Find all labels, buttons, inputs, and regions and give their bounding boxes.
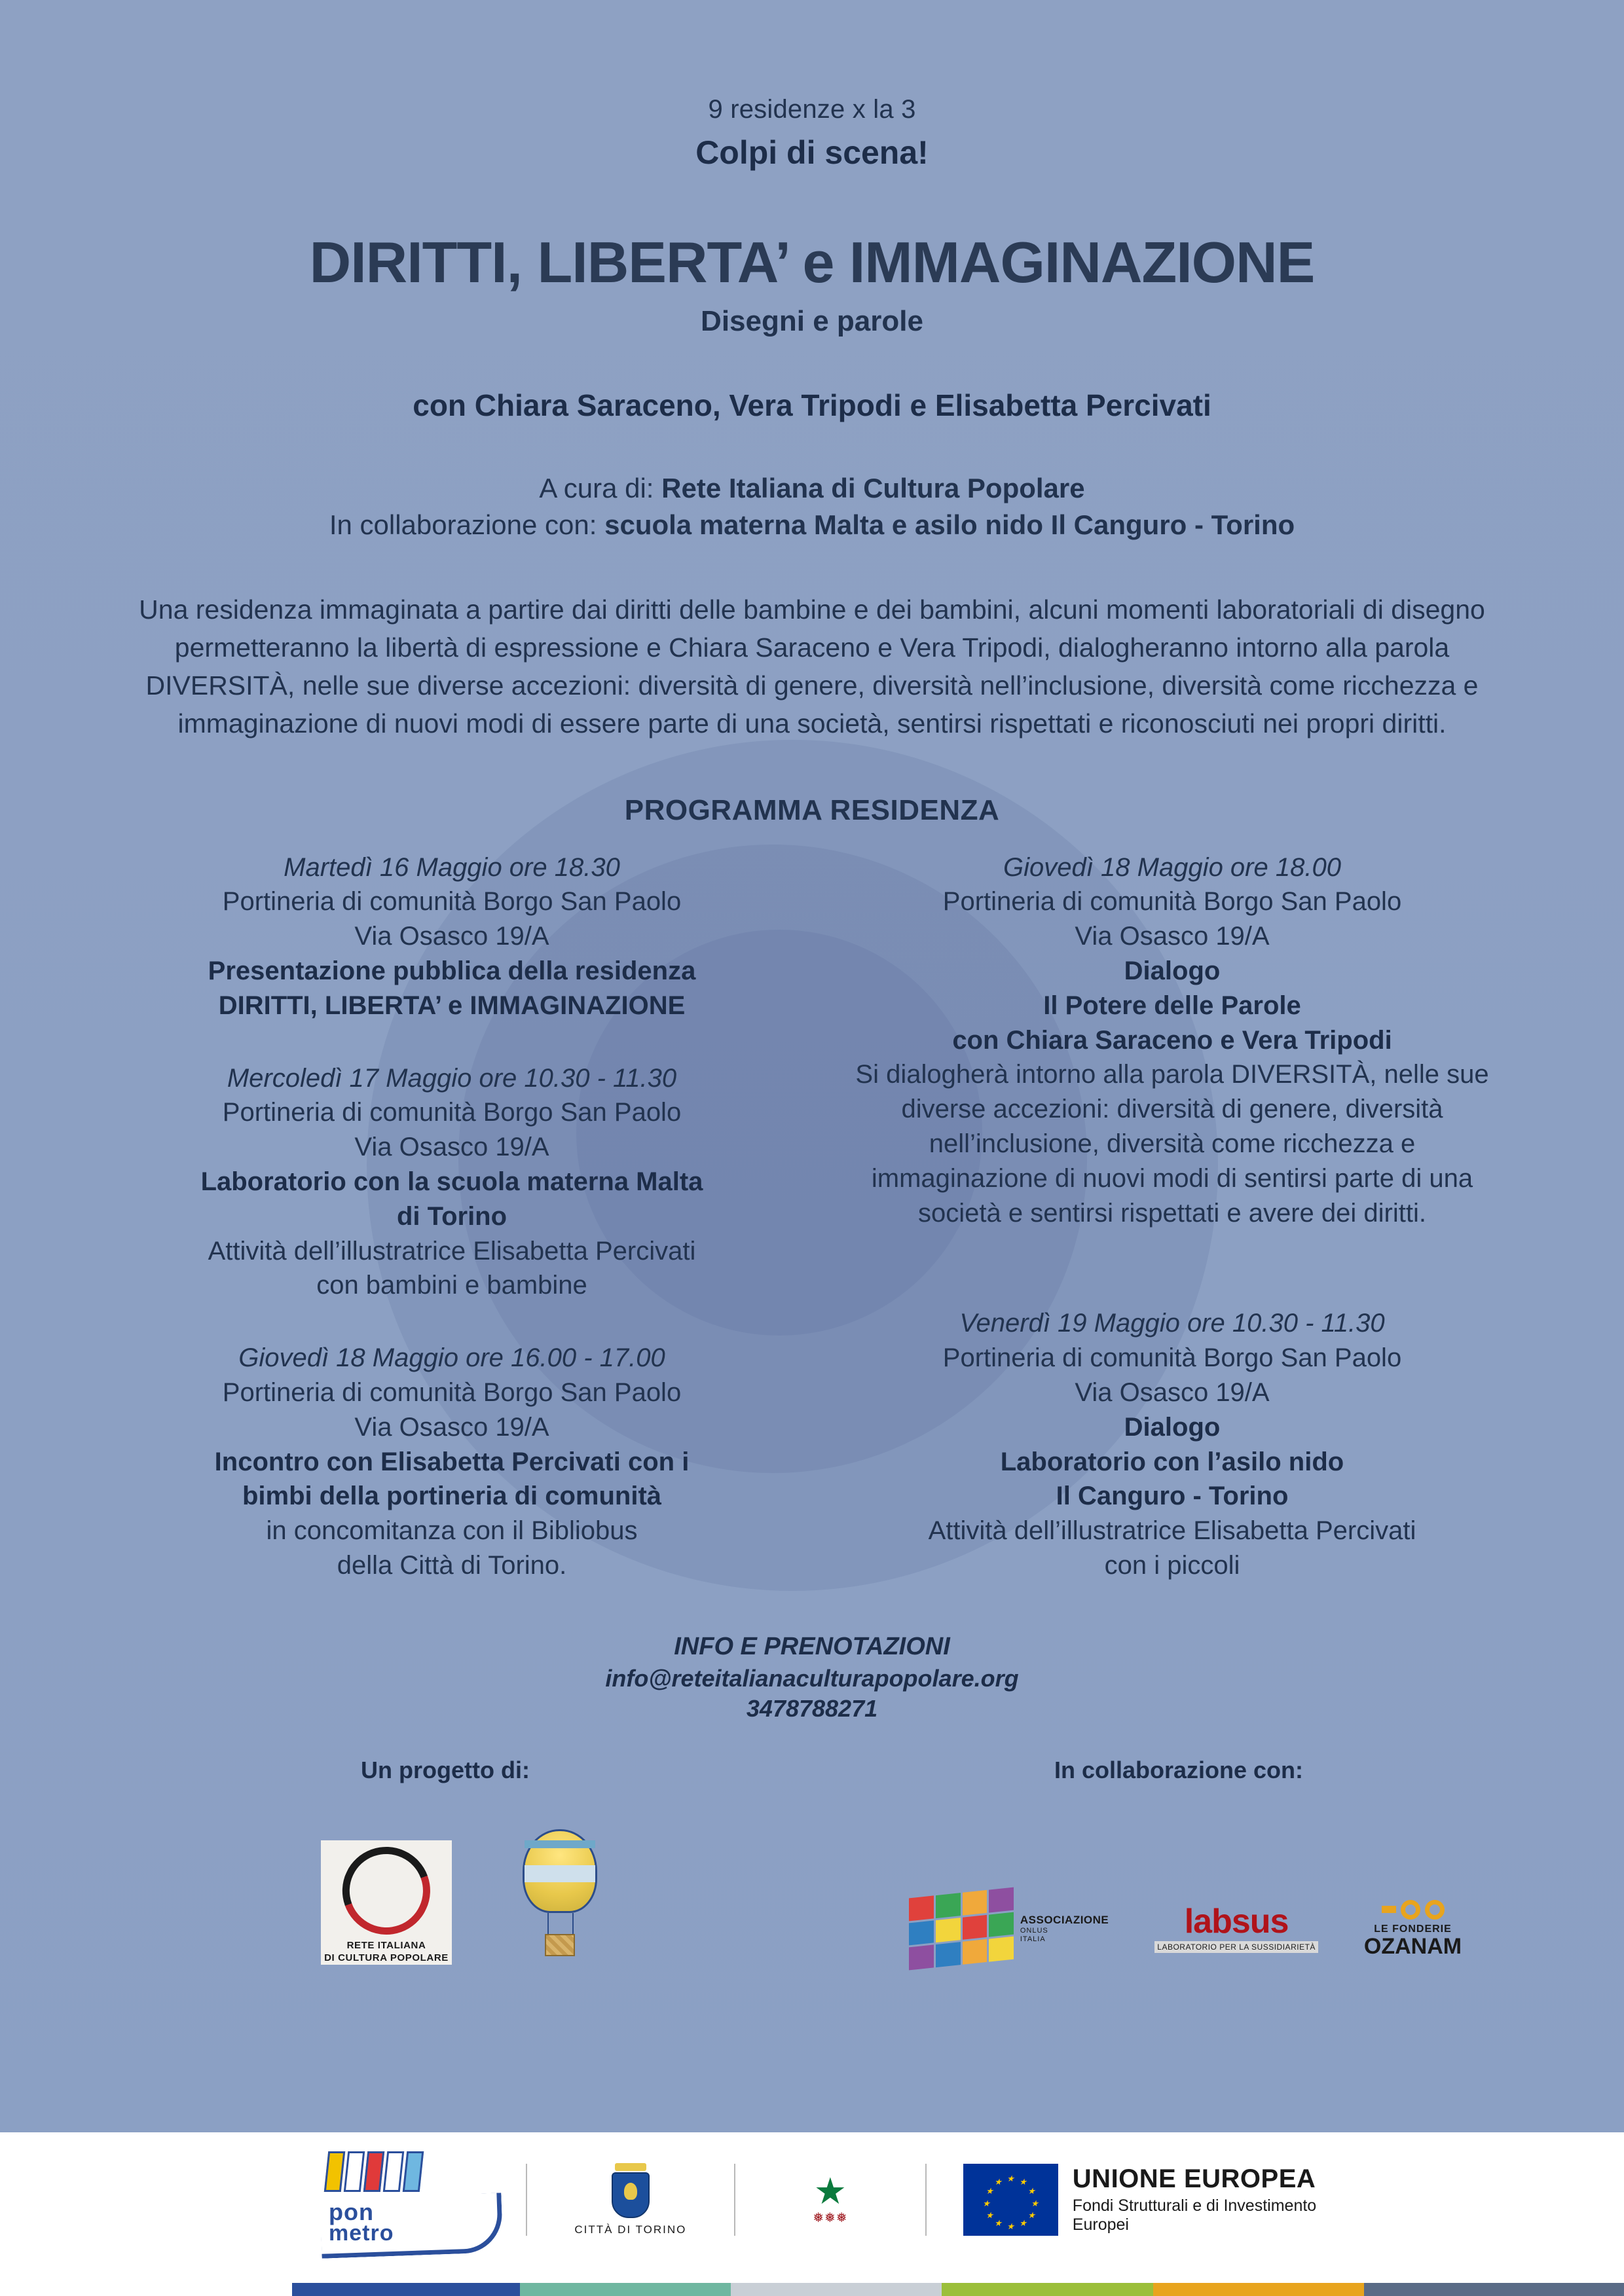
entry-headline-3: Il Canguro - Torino bbox=[1056, 1482, 1289, 1511]
info-block bbox=[79, 1633, 1545, 1722]
entry-headline-2: Laboratorio con l’asilo nido bbox=[1000, 1447, 1344, 1476]
metro-wordmark: metro bbox=[329, 2220, 394, 2246]
entry-datetime: Mercoledì 17 Maggio ore 10.30 - 11.30 bbox=[227, 1063, 677, 1093]
project-by-label: Un progetto di: bbox=[361, 1756, 530, 1783]
wreath-icon: ❅❅❅ bbox=[813, 2211, 848, 2225]
entry-address: Via Osasco 19/A bbox=[1075, 922, 1270, 951]
collaboration-name: scuola materna Malta e asilo nido Il Canguro - Torino bbox=[604, 509, 1295, 540]
entry-headline-1: Laboratorio con la scuola materna Malta bbox=[200, 1167, 703, 1196]
entry-headline-1: Dialogo bbox=[1124, 956, 1221, 985]
associazione-logo-text bbox=[1020, 1914, 1109, 1943]
info-email[interactable]: info@reteitalianaculturapopolare.org bbox=[605, 1664, 1019, 1692]
collaboration-label: In collaborazione con: bbox=[1054, 1756, 1304, 1783]
entry-headline-1: Presentazione pubblica della residenza bbox=[208, 956, 696, 985]
info-heading: INFO E PRENOTAZIONI bbox=[674, 1632, 950, 1660]
citta-di-torino-logo bbox=[564, 2163, 698, 2236]
program-entry bbox=[838, 850, 1506, 1231]
entry-detail-1: Attività dell’illustratrice Elisabetta Percivati bbox=[928, 1516, 1416, 1546]
credits-right bbox=[812, 1757, 1545, 1784]
pon-metro-logo bbox=[314, 2147, 489, 2252]
entry-detail-2: con bambini e bambine bbox=[316, 1271, 587, 1300]
squares-icon bbox=[909, 1887, 1014, 1970]
column-spacer bbox=[838, 1268, 1506, 1306]
credits-labels bbox=[79, 1757, 1545, 1784]
curator-prefix: A cura di: bbox=[539, 473, 662, 503]
balloon-stripe bbox=[525, 1840, 595, 1848]
entry-body: Si dialogherà intorno alla parola DIVERSITÀ, nelle sue diverse accezioni: diversità di genere, diversità nell’inclusione, diversità come ricchezza e immaginazione di nuovi modi di sentirsi parte di una società e sentirsi rispettati e avere dei diritti. bbox=[855, 1060, 1489, 1228]
entry-headline-1: Incontro con Elisabetta Percivati con i bbox=[214, 1447, 690, 1476]
entry-address: Via Osasco 19/A bbox=[1075, 1377, 1270, 1407]
entry-detail-2: della Città di Torino. bbox=[337, 1550, 567, 1580]
entry-venue: Portineria di comunità Borgo San Paolo bbox=[942, 887, 1402, 917]
logos-row bbox=[79, 1801, 1545, 1965]
ring-icon bbox=[328, 1832, 445, 1949]
crown-icon bbox=[615, 2163, 646, 2171]
balloon-basket-icon bbox=[545, 1934, 575, 1956]
footer-color-strip bbox=[0, 2283, 1624, 2296]
fonderie-line2: OZANAM bbox=[1363, 1933, 1462, 1959]
footer-divider bbox=[925, 2164, 927, 2236]
curator-line bbox=[79, 470, 1545, 507]
labsus-claim: LABORATORIO PER LA SUSSIDIARIETÀ bbox=[1154, 1941, 1318, 1953]
entry-venue: Portineria di comunità Borgo San Paolo bbox=[942, 1343, 1402, 1373]
collaboration-line bbox=[79, 507, 1545, 543]
fonderie-dot bbox=[1401, 1900, 1420, 1920]
intro-paragraph: Una residenza immaginata a partire dai diritti delle bambine e dei bambini, alcuni momenti laboratoriali di disegno permetteranno la libertà di espressione e Chiara Saraceno e Vera Tripodi, dialogheranno intorno alla parola DIVERSITÀ, nelle sue diverse accezioni: diversità di genere, diversità nell’inclusione, diversità come ricchezza e immaginazione di nuovi modi di essere parte di una società, sentirsi rispettati e riconosciuti nei propri diritti. bbox=[139, 594, 1485, 739]
unione-europea-logo bbox=[963, 2164, 1342, 2236]
entry-headline-2: bimbi della portineria di comunità bbox=[242, 1482, 662, 1511]
entry-headline-2: DIRITTI, LIBERTA’ e IMMAGINAZIONE bbox=[218, 991, 686, 1020]
balloon-rope bbox=[572, 1913, 574, 1935]
repubblica-italiana-emblem bbox=[772, 2170, 889, 2226]
program-column-right bbox=[812, 850, 1545, 1621]
poster-content bbox=[0, 95, 1624, 1965]
collaboration-prefix: In collaborazione con: bbox=[329, 509, 605, 540]
program-heading: PROGRAMMA RESIDENZA bbox=[624, 793, 1000, 826]
fonderie-line1: LE FONDERIE bbox=[1374, 1923, 1452, 1935]
labsus-wordmark: labsus bbox=[1184, 1902, 1289, 1941]
entry-datetime: Giovedì 18 Maggio ore 18.00 bbox=[1003, 852, 1341, 882]
footer-divider bbox=[526, 2164, 527, 2236]
entry-venue: Portineria di comunità Borgo San Paolo bbox=[222, 1098, 682, 1127]
footer-divider bbox=[734, 2164, 735, 2236]
entry-datetime: Venerdì 19 Maggio ore 10.30 - 11.30 bbox=[959, 1309, 1385, 1338]
program-entry bbox=[838, 1306, 1506, 1582]
fonderie-icon bbox=[1364, 1900, 1462, 1920]
fonderie-dot bbox=[1425, 1900, 1445, 1920]
entry-venue: Portineria di comunità Borgo San Paolo bbox=[222, 1377, 682, 1407]
eu-title: UNIONE EUROPEA bbox=[1072, 2164, 1316, 2193]
associazione-line2: ONLUS bbox=[1020, 1926, 1048, 1935]
labsus-logo bbox=[1154, 1904, 1318, 1953]
program-entry bbox=[118, 850, 786, 1023]
entry-address: Via Osasco 19/A bbox=[354, 922, 549, 951]
citta-di-torino-label: CITTÀ DI TORINO bbox=[574, 2223, 687, 2236]
entry-datetime: Giovedì 18 Maggio ore 16.00 - 17.00 bbox=[238, 1343, 665, 1373]
associazione-line1: ASSOCIAZIONE bbox=[1020, 1914, 1109, 1927]
balloon-envelope-icon bbox=[523, 1829, 597, 1913]
rete-logo-line2: DI CULTURA POPOLARE bbox=[324, 1952, 449, 1963]
fonderie-bar bbox=[1382, 1906, 1396, 1913]
series-title: Colpi di scena! bbox=[695, 134, 929, 171]
program-entry bbox=[118, 1061, 786, 1303]
entry-address: Via Osasco 19/A bbox=[354, 1412, 549, 1442]
program-entry bbox=[118, 1341, 786, 1583]
program-columns bbox=[79, 850, 1545, 1621]
rete-italiana-logo bbox=[321, 1840, 452, 1965]
entry-datetime: Martedì 16 Maggio ore 18.30 bbox=[284, 852, 620, 882]
curator-name: Rete Italiana di Cultura Popolare bbox=[661, 473, 1085, 503]
program-column-left bbox=[79, 850, 812, 1621]
entry-address: Via Osasco 19/A bbox=[354, 1133, 549, 1162]
page-title: DIRITTI, LIBERTA’ e IMMAGINAZIONE bbox=[309, 230, 1315, 295]
info-phone[interactable]: 3478788271 bbox=[746, 1694, 878, 1722]
entry-headline-2: Il Potere delle Parole bbox=[1043, 991, 1301, 1020]
entry-headline-1: Dialogo bbox=[1124, 1412, 1221, 1442]
pon-wordmark: pon bbox=[329, 2198, 374, 2225]
rete-logo-text bbox=[324, 1940, 449, 1965]
eu-stars: ★ ★ ★ ★ ★ ★ ★ ★ ★ ★ ★ ★ bbox=[982, 2173, 1039, 2231]
footer-logos bbox=[0, 2132, 1624, 2267]
logos-right-group bbox=[825, 1893, 1545, 1965]
eu-subtitle: Fondi Strutturali e di Investimento Europei bbox=[1072, 2196, 1317, 2234]
fonderie-ozanam-logo bbox=[1364, 1900, 1462, 1958]
entry-detail-1: Attività dell’illustratrice Elisabetta Percivati bbox=[208, 1236, 696, 1266]
pon-flags-icon bbox=[326, 2151, 422, 2192]
kicker-text: 9 residenze x la 3 bbox=[708, 95, 916, 124]
entry-detail-2: con i piccoli bbox=[1104, 1550, 1240, 1580]
associazione-onlus-logo bbox=[909, 1893, 1109, 1965]
entry-detail-1: in concomitanza con il Bibliobus bbox=[266, 1516, 638, 1546]
logos-left-group bbox=[79, 1824, 825, 1965]
portineria-balloon-logo bbox=[511, 1824, 609, 1965]
eu-text bbox=[1073, 2164, 1342, 2234]
rete-logo-line1: RETE ITALIANA bbox=[346, 1940, 426, 1952]
eu-flag-icon bbox=[963, 2164, 1058, 2236]
entry-venue: Portineria di comunità Borgo San Paolo bbox=[222, 887, 682, 917]
balloon-stripe bbox=[525, 1865, 595, 1882]
footer-band bbox=[0, 2132, 1624, 2296]
entry-headline-3: con Chiara Saraceno e Vera Tripodi bbox=[952, 1025, 1392, 1055]
speakers-line: con Chiara Saraceno, Vera Tripodi e Elisabetta Percivati bbox=[413, 388, 1211, 422]
entry-headline-2: di Torino bbox=[396, 1201, 507, 1231]
page-subtitle: Disegni e parole bbox=[701, 305, 923, 337]
star-icon: ★ bbox=[813, 2170, 847, 2212]
associazione-line3: ITALIA bbox=[1020, 1935, 1046, 1943]
credits-left bbox=[79, 1757, 812, 1784]
balloon-rope bbox=[547, 1913, 549, 1935]
curator-block bbox=[79, 470, 1545, 543]
shield-icon bbox=[612, 2172, 650, 2218]
